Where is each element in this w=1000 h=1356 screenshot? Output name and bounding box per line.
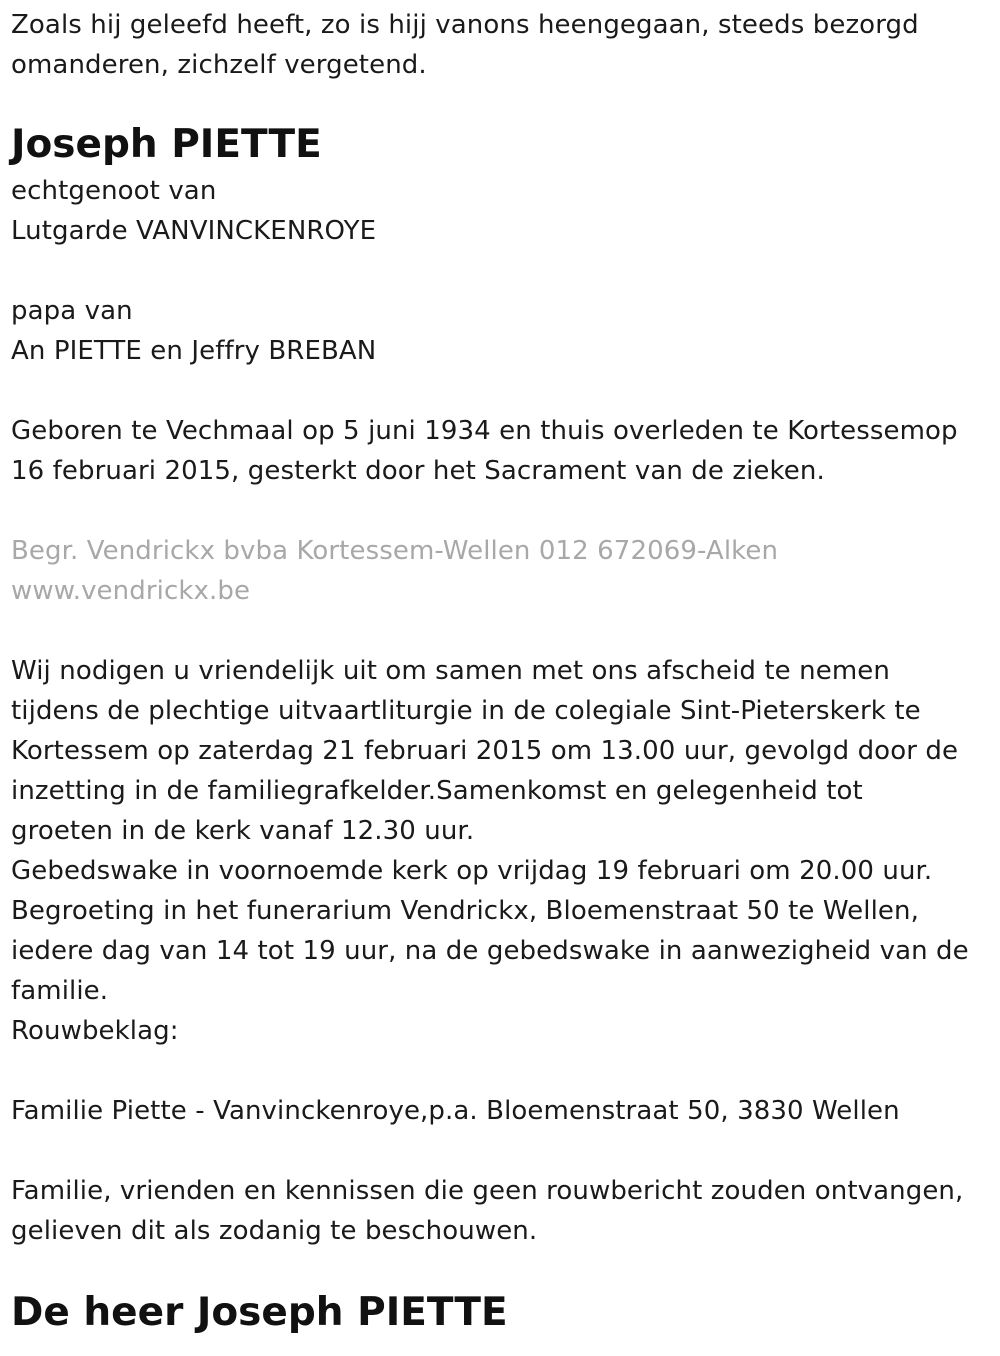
invitation-line: inzetting in de familiegrafkelder.Samenkomst en gelegenheid tot (11, 776, 863, 806)
spouse-name: Lutgarde VANVINCKENROYE (11, 216, 377, 246)
undertaker-block (11, 531, 986, 611)
notice-line: Familie, vrienden en kennissen die geen rouwbericht zouden ontvangen, (11, 1176, 964, 1206)
invitation-block (11, 651, 986, 1051)
intro-text (11, 5, 986, 85)
invitation-line: tijdens de plechtige uitvaartliturgie in de colegiale Sint-Pieterskerk te (11, 696, 921, 726)
name-heading: Joseph PIETTE (11, 122, 322, 167)
undertaker-name: Begr. Vendrickx bvba Kortessem-Wellen 012 672069-Alken (11, 536, 779, 566)
invitation-line: Gebedswake in voornoemde kerk op vrijdag 19 februari om 20.00 uur. (11, 856, 933, 886)
intro-line: omanderen, zichzelf vergetend. (11, 50, 427, 80)
notice-line: gelieven dit als zodanig te beschouwen. (11, 1216, 538, 1246)
invitation-line: familie. (11, 976, 109, 1006)
invitation-line: Begroeting in het funerarium Vendrickx, Bloemenstraat 50 te Wellen, (11, 896, 919, 926)
invitation-line: iedere dag van 14 tot 19 uur, na de gebedswake in aanwezigheid van de (11, 936, 969, 966)
family-address: Familie Piette - Vanvinckenroye,p.a. Bloemenstraat 50, 3830 Wellen (11, 1096, 900, 1126)
notice-block (11, 1171, 986, 1251)
intro-line: Zoals hij geleefd heeft, zo is hijj vanons heengegaan, steeds bezorgd (11, 10, 919, 40)
undertaker-website: www.vendrickx.be (11, 576, 251, 606)
closing-heading: De heer Joseph PIETTE (11, 1290, 508, 1335)
parent-block (11, 291, 986, 371)
birth-death-line: Geboren te Vechmaal op 5 juni 1934 en thuis overleden te Kortessemop (11, 416, 958, 446)
invitation-line: groeten in de kerk vanaf 12.30 uur. (11, 816, 475, 846)
invitation-line: Kortessem op zaterdag 21 februari 2015 om 13.00 uur, gevolgd door de (11, 736, 959, 766)
spouse-block (11, 171, 986, 251)
obituary-document (11, 0, 986, 1333)
children-names: An PIETTE en Jeffry BREBAN (11, 336, 377, 366)
condolence-label: Rouwbeklag: (11, 1016, 179, 1046)
birth-death-block (11, 411, 986, 491)
invitation-line: Wij nodigen u vriendelijk uit om samen met ons afscheid te nemen (11, 656, 890, 686)
parent-label: papa van (11, 296, 133, 326)
spouse-label: echtgenoot van (11, 176, 217, 206)
birth-death-line: 16 februari 2015, gesterkt door het Sacrament van de zieken. (11, 456, 825, 486)
